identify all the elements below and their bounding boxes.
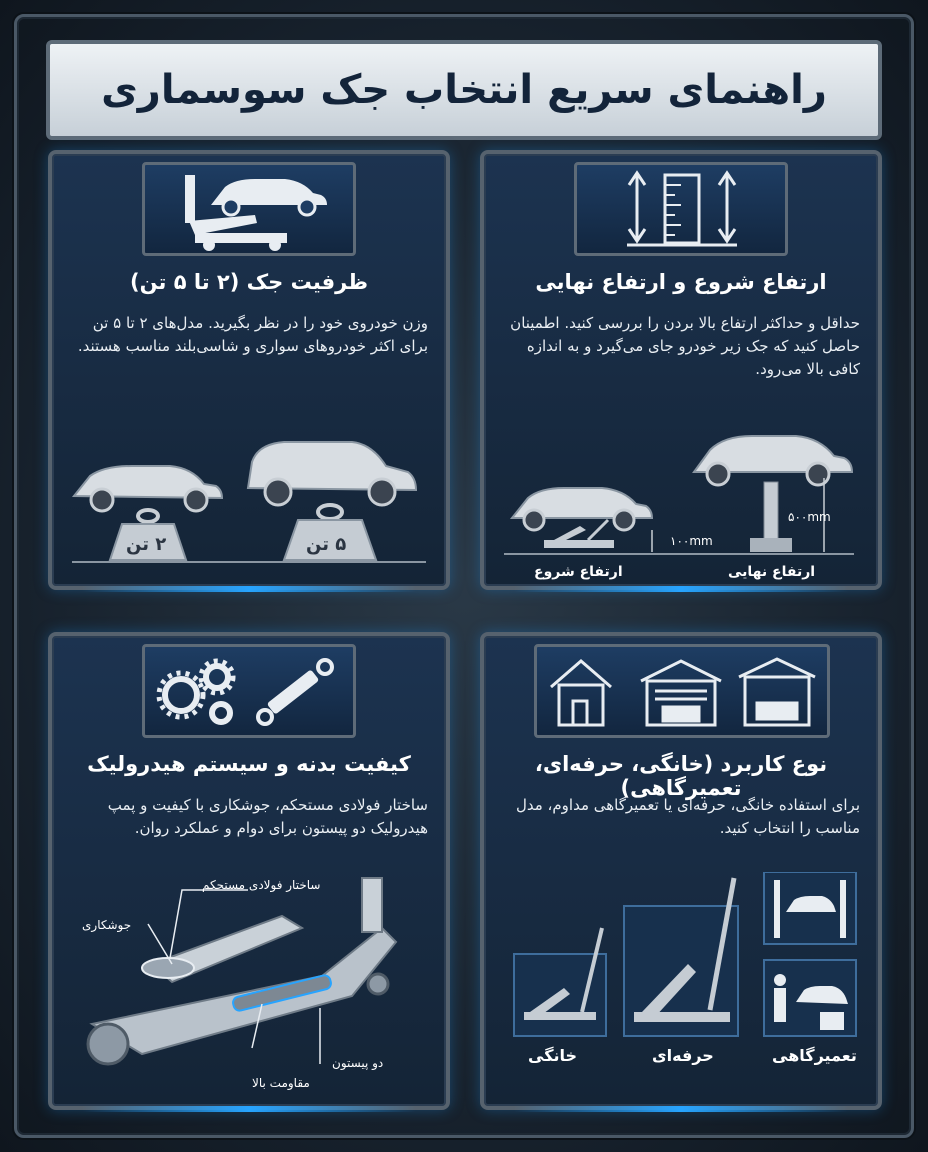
capacity-icon-box [142,162,356,256]
panel-usage [480,632,882,1110]
pro-label: حرفه‌ای [652,1046,714,1065]
final-height-label: ارتفاع نهایی [728,564,816,580]
callout-strength: مقاومت بالا [252,1076,310,1090]
suv-icon [248,442,416,505]
panel-glow [514,586,848,592]
page-title: راهنمای سریع انتخاب جک سوسماری [101,67,827,113]
garage-label: تعمیرگاهی [772,1046,857,1065]
capacity-illustration [52,422,446,572]
jack-diagram [52,868,446,1078]
capacity-text: وزن خودروی خود را در نظر بگیرید. مدل‌های ۲ تا ۵ تن برای اکثر خودروهای سواری و شاسی‌بلند مناسب هستند. [77,314,428,355]
height-ruler-icon [577,165,785,253]
buildings-icons [537,647,827,735]
quality-text: ساختار فولادی مستحکم، جوشکاری با کیفیت و پمپ هیدرولیک دو پیستون برای دوام و عملکرد روان. [107,796,428,837]
floor-jack-diagram [88,878,396,1064]
usage-heading: نوع کاربرد (خانگی، حرفه‌ای، تعمیرگاهی) [534,752,828,800]
garage-icon [641,661,721,725]
start-height-label: ارتفاع شروع [534,564,623,580]
height-icon-box [574,162,788,256]
repair-shop-icon [739,659,815,725]
callout-weld: جوشکاری [82,918,132,932]
weight-5t-label: ۵ تن [306,534,347,555]
high-height-value: ۵۰۰mm [788,510,831,524]
callout-piston: دو پیستون [332,1056,384,1070]
raised-car-icon [694,436,852,485]
callout-steel: ساختار فولادی مستحکم [202,878,321,892]
capacity-heading: ظرفیت جک (۲ تا ۵ تن) [129,270,369,294]
panel-glow [82,1106,416,1112]
low-height-value: ۱۰۰mm [670,534,713,548]
home-label: خانگی [528,1046,578,1065]
panel-capacity [48,150,450,590]
sedan-icon [74,466,222,511]
title-banner [46,40,882,140]
panel-glow [82,586,416,592]
floor-jack-icon [544,520,614,548]
panel-height [480,150,882,590]
quality-heading: کیفیت بدنه و سیستم هیدرولیک [87,752,411,776]
height-text: حداقل و حداکثر ارتفاع بالا بردن را بررسی کنید. اطمینان حاصل کنید که جک زیر خودرو جای می‌گیرد و به اندازه کافی بالا می‌رود. [510,314,860,378]
height-illustration [484,416,878,576]
low-car-icon [512,488,652,530]
usage-illustration [484,872,878,1062]
weight-2t-label: ۲ تن [126,534,167,555]
panel-quality [48,632,450,1110]
house-icon [551,661,611,725]
usage-text: برای استفاده خانگی، حرفه‌ای یا تعمیرگاهی مداوم، مدل مناسب را انتخاب کنید. [515,796,860,837]
car-on-jack-icon [145,165,353,253]
panel-glow [514,1106,848,1112]
usage-icon-box [534,644,830,738]
height-heading: ارتفاع شروع و ارتفاع نهایی [535,270,827,294]
gears-piston-icon [145,647,353,735]
quality-icon-box [142,644,356,738]
piston-icon [258,660,332,724]
